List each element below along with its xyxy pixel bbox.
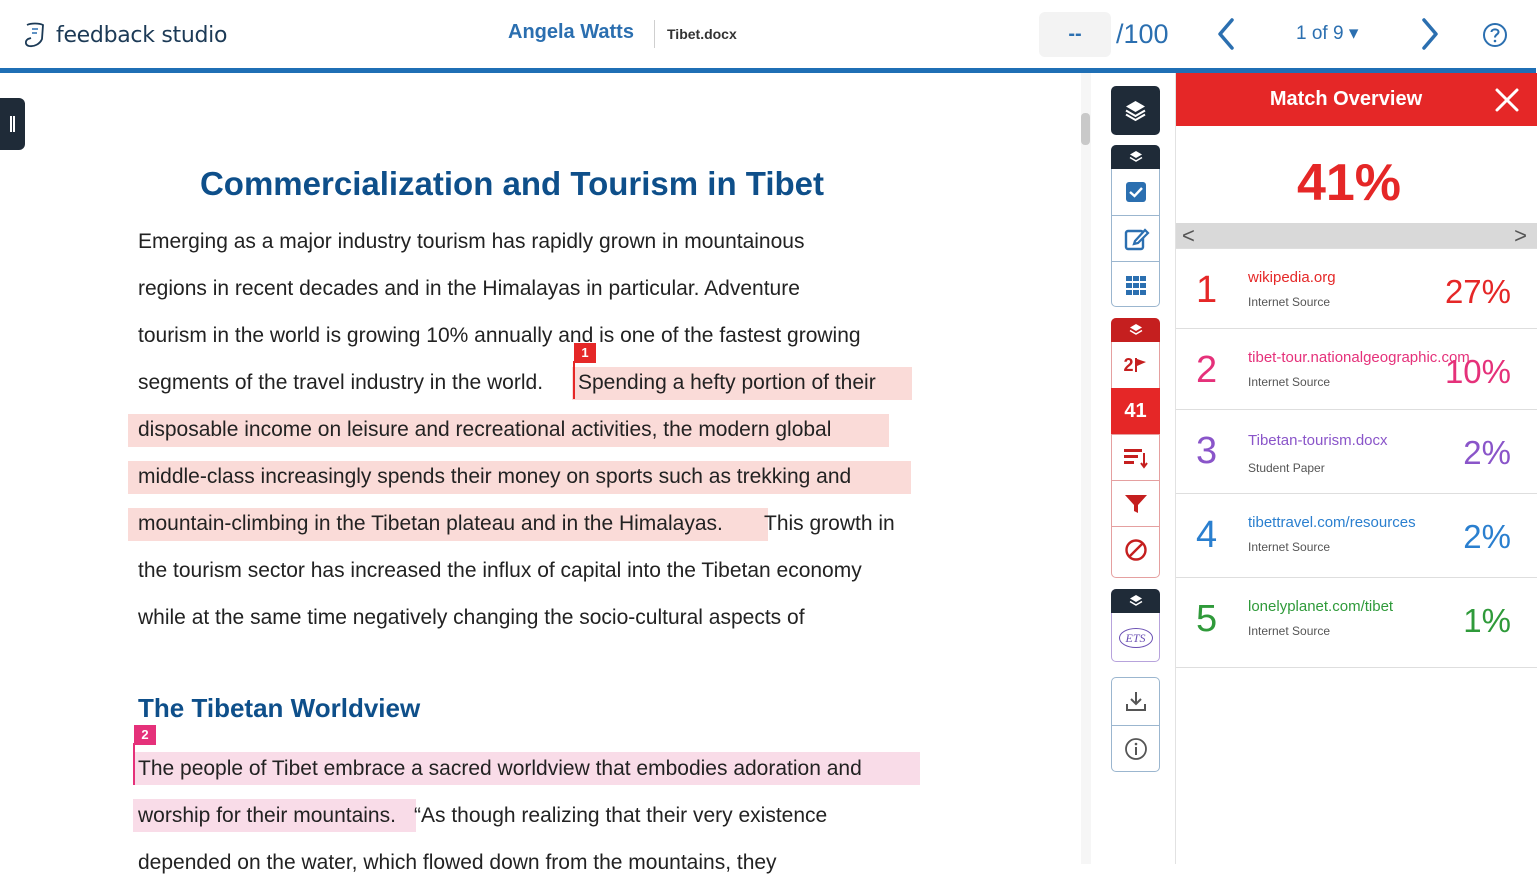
match-source[interactable]: Tibetan-tourism.docx — [1248, 432, 1388, 449]
doc-line-highlighted: disposable income on leisure and recreational activities, the modern global — [138, 418, 832, 441]
match-rank: 5 — [1196, 598, 1218, 640]
match-source[interactable]: tibettravel.com/resources — [1248, 514, 1416, 531]
slider-prev-button[interactable]: < — [1182, 223, 1195, 248]
doc-line: while at the same time negatively changing the socio-cultural aspects of — [138, 606, 805, 629]
match-source-type: Internet Source — [1248, 375, 1331, 389]
instructor-tools-group — [1111, 145, 1160, 307]
layers-small-icon — [1129, 323, 1143, 337]
ets-logo — [1119, 628, 1153, 648]
doc-line-highlighted: mountain-climbing in the Tibetan plateau and in the Himalayas. — [138, 512, 723, 535]
match-1-marker[interactable]: 1 — [574, 343, 596, 363]
next-paper-icon[interactable] — [1416, 16, 1444, 52]
group-header — [1111, 145, 1160, 169]
doc-line: Emerging as a major industry tourism has rapidly grown in mountainous — [138, 230, 805, 253]
match-source[interactable]: wikipedia.org — [1248, 269, 1336, 286]
match-overview-panel — [1175, 73, 1536, 864]
group-header — [1111, 318, 1160, 342]
match-source[interactable]: tibet-tour.nationalgeographic.com — [1248, 349, 1470, 366]
doc-line-highlighted: Spending a hefty portion of their — [578, 371, 876, 394]
flags-tool[interactable] — [1112, 342, 1159, 388]
doc-line: This growth in — [764, 512, 895, 535]
document-viewer — [0, 73, 1095, 874]
app-logo[interactable] — [22, 20, 227, 50]
app-name: feedback studio — [56, 22, 228, 48]
edit-icon — [1123, 226, 1149, 252]
match-rank: 4 — [1196, 514, 1218, 556]
doc-line: segments of the travel industry in the world. — [138, 371, 544, 394]
sort-list-icon — [1123, 447, 1149, 469]
match-source-type: Internet Source — [1248, 295, 1331, 309]
match-row[interactable] — [1176, 248, 1537, 328]
layers-small-icon — [1129, 594, 1143, 608]
match-source-type: Internet Source — [1248, 540, 1331, 554]
match-2-marker-bar — [133, 743, 135, 785]
match-percent: 2% — [1463, 518, 1511, 555]
similarity-tools-group — [1111, 318, 1160, 578]
block-icon — [1124, 538, 1148, 562]
match-row[interactable] — [1176, 409, 1537, 493]
doc-line: regions in recent decades and in the Himalayas in particular. Adventure — [138, 277, 800, 300]
section-heading: The Tibetan Worldview — [138, 693, 421, 723]
doc-line: depended on the water, which flowed down from the mountains, they — [138, 851, 777, 874]
student-name: Angela Watts — [508, 21, 634, 43]
layers-small-icon — [1129, 150, 1143, 164]
flag-icon — [1134, 357, 1148, 373]
match-rank: 1 — [1196, 269, 1218, 311]
match-1-marker-bar — [573, 361, 575, 399]
match-source[interactable]: lonelyplanet.com/tibet — [1248, 598, 1394, 615]
feedback-tool[interactable] — [1112, 215, 1159, 261]
doc-line-highlighted: worship for their mountains. — [138, 804, 396, 827]
similarity-score: 41 — [1124, 399, 1147, 422]
match-source-type: Internet Source — [1248, 624, 1331, 638]
filter-tool[interactable] — [1112, 480, 1159, 526]
top-header — [0, 0, 1536, 68]
match-percent: 1% — [1463, 602, 1511, 639]
checkbox-icon — [1124, 180, 1148, 204]
doc-line-highlighted: The people of Tibet embrace a sacred worldview that embodies adoration and — [138, 757, 862, 780]
rubric-tool[interactable] — [1112, 261, 1159, 307]
match-row[interactable] — [1176, 577, 1537, 667]
ets-group — [1111, 589, 1160, 662]
similarity-score-button[interactable] — [1111, 388, 1160, 434]
panel-header — [1176, 73, 1537, 126]
match-row[interactable] — [1176, 493, 1537, 577]
match-list-end — [1176, 667, 1537, 668]
grid-icon — [1124, 273, 1148, 297]
match-2-marker[interactable]: 2 — [134, 725, 156, 745]
document-scroll-track[interactable] — [1081, 73, 1091, 864]
grade-input[interactable]: -- — [1039, 12, 1111, 57]
doc-line: “As though realizing that their very existence — [414, 804, 828, 827]
download-button[interactable] — [1112, 678, 1159, 724]
layers-icon — [1112, 87, 1159, 134]
feedback-logo-icon — [22, 21, 48, 49]
panel-title: Match Overview — [1269, 88, 1423, 110]
ets-label: ETS — [1125, 630, 1146, 645]
match-percent: 27% — [1444, 273, 1511, 310]
document-title: Commercialization and Tourism in Tibet — [199, 165, 825, 202]
close-icon[interactable] — [1492, 85, 1522, 115]
paper-pager[interactable]: 1 of 9 ▾ — [1296, 23, 1359, 44]
info-icon — [1124, 737, 1148, 761]
previous-paper-icon[interactable] — [1212, 16, 1240, 52]
grading-tool[interactable] — [1112, 169, 1159, 215]
doc-line: the tourism sector has increased the influx of capital into the Tibetan economy — [138, 559, 862, 582]
download-icon — [1124, 689, 1148, 713]
match-rank: 2 — [1196, 349, 1218, 391]
match-rank: 3 — [1196, 430, 1218, 472]
slider-next-button[interactable]: > — [1514, 223, 1527, 248]
submission-info-button[interactable] — [1112, 725, 1159, 771]
header-divider — [654, 20, 655, 48]
file-name: Tibet.docx — [667, 26, 737, 42]
match-source-type: Student Paper — [1248, 461, 1325, 475]
ets-etrater-tool[interactable] — [1112, 615, 1159, 661]
match-percent: 2% — [1463, 434, 1511, 471]
doc-line-highlighted: middle-class increasingly spends their money on sports such as trekking and — [138, 465, 852, 488]
help-icon[interactable] — [1482, 22, 1508, 48]
document-scrollbar[interactable] — [1081, 113, 1090, 145]
grade-max: /100 — [1116, 19, 1169, 49]
match-row[interactable] — [1176, 328, 1537, 409]
flag-count: 2 — [1123, 354, 1134, 375]
overall-similarity: 41% — [1296, 154, 1402, 212]
match-list-tool[interactable] — [1112, 434, 1159, 480]
doc-line: tourism in the world is growing 10% annually and is one of the fastest growing — [138, 324, 861, 347]
utility-group — [1111, 677, 1160, 772]
match-slider — [1176, 223, 1537, 248]
group-header — [1111, 589, 1160, 613]
exclusions-tool[interactable] — [1112, 526, 1159, 572]
filter-icon — [1124, 493, 1148, 515]
layers-button[interactable] — [1111, 86, 1160, 135]
match-percent: 10% — [1444, 353, 1511, 390]
